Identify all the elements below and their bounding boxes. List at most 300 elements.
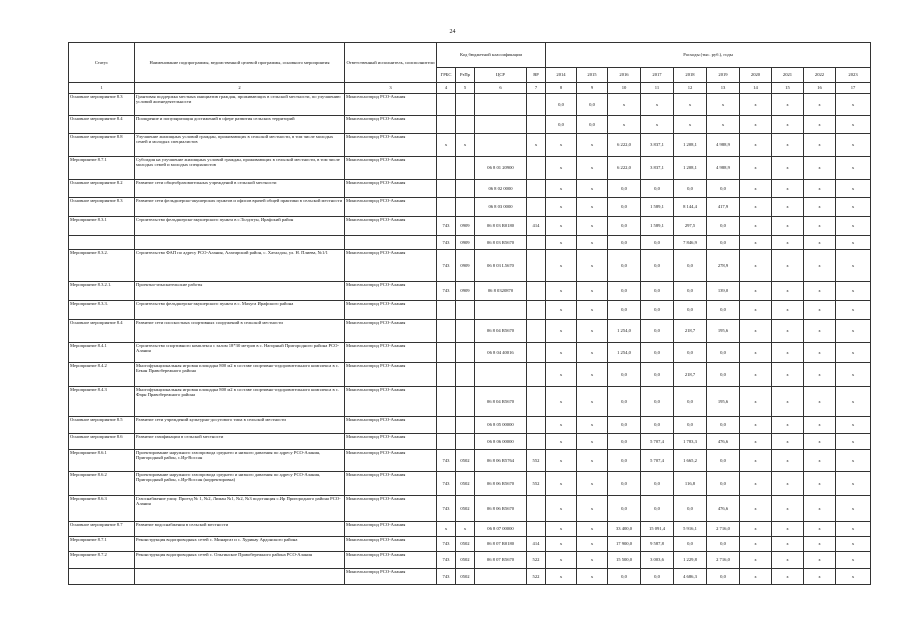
row-value: 1 208,1 xyxy=(674,134,707,157)
row-value: х xyxy=(740,198,772,217)
row-value: 0,0 xyxy=(641,301,674,320)
row-status: Основное мероприятие 8.7 xyxy=(69,522,135,537)
header-expenses: Расходы (тыс. руб.), годы xyxy=(546,43,871,68)
row-code-csr: 06 8 0320870 xyxy=(475,282,527,301)
row-code-csr: 06 8 07 R0180 xyxy=(475,537,527,552)
table-row xyxy=(69,134,871,157)
row-value: 0,0 xyxy=(707,180,740,198)
row-value: х xyxy=(804,301,836,320)
row-status: Мероприятие 8.3.3. xyxy=(69,301,135,320)
row-status: Основное мероприятие 8.2 xyxy=(69,180,135,198)
row-executor: Минсельхозпрод РСО-Алания xyxy=(345,301,437,320)
row-value: 0,0 xyxy=(707,217,740,236)
row-executor: Минсельхозпрод РСО-Алания xyxy=(345,450,437,472)
row-value: х xyxy=(804,434,836,450)
row-value: 3 003,6 xyxy=(641,552,674,569)
row-value: х xyxy=(608,94,641,116)
row-value: х xyxy=(577,236,608,250)
row-name xyxy=(135,569,345,585)
row-value: х xyxy=(740,116,772,134)
row-code-grbs xyxy=(437,387,456,417)
row-value: х xyxy=(772,250,804,282)
row-code-vr xyxy=(527,198,546,217)
row-value: х xyxy=(836,387,871,417)
row-value: 0,0 xyxy=(608,217,641,236)
header-year: 2017 xyxy=(641,68,674,83)
row-status: Основное мероприятие 8.6 xyxy=(69,434,135,450)
row-code-vr: 414 xyxy=(527,217,546,236)
row-value: 0,0 xyxy=(577,94,608,116)
row-value: х xyxy=(641,94,674,116)
row-value: 0,0 xyxy=(608,282,641,301)
row-value: х xyxy=(804,569,836,585)
column-index: 6 xyxy=(475,83,527,94)
row-value: х xyxy=(804,134,836,157)
row-value: 0,0 xyxy=(641,236,674,250)
row-code-rzpr xyxy=(456,157,475,180)
row-value: х xyxy=(608,116,641,134)
page-number: 24 xyxy=(449,29,456,35)
row-value: 0,0 xyxy=(674,301,707,320)
row-name: Строительство фельдшерско-акушерского пункта в с. Махуга Ирафского района xyxy=(135,301,345,320)
row-value: 0,0 xyxy=(641,569,674,585)
table-row xyxy=(69,198,871,217)
table-row xyxy=(69,552,871,569)
row-value: х xyxy=(836,569,871,585)
row-status: Мероприятие 8.6.2 xyxy=(69,472,135,496)
row-code-vr xyxy=(527,282,546,301)
header-code-col: РзПр xyxy=(456,68,475,83)
row-value: х xyxy=(836,522,871,537)
row-value: х xyxy=(804,198,836,217)
row-code-rzpr: 0909 xyxy=(456,282,475,301)
row-code-csr: 06 8 07 R5670 xyxy=(475,552,527,569)
row-code-rzpr xyxy=(456,363,475,387)
table-row xyxy=(69,496,871,522)
row-value: 0,0 xyxy=(608,417,641,434)
row-value: х xyxy=(772,522,804,537)
row-code-rzpr: 0502 xyxy=(456,552,475,569)
row-name: Проектирование наружного газопровода среднего и низкого давления по адресу РСО-Алания, Пригородный район, с.Ир-Воссан xyxy=(135,450,345,472)
table-row xyxy=(69,363,871,387)
row-value: х xyxy=(836,217,871,236)
row-status: Мероприятие 8.6.1 xyxy=(69,450,135,472)
row-name: Развитие сети учреждений культурно-досугового типа в сельской местности xyxy=(135,417,345,434)
row-code-csr xyxy=(475,134,527,157)
row-value: х xyxy=(772,116,804,134)
row-code-grbs: х xyxy=(437,522,456,537)
row-value: х xyxy=(836,363,871,387)
row-value: 5 707,4 xyxy=(641,434,674,450)
column-index: 8 xyxy=(546,83,577,94)
row-value: 15 091,4 xyxy=(641,522,674,537)
row-code-grbs xyxy=(437,94,456,116)
row-value: х xyxy=(804,522,836,537)
row-value: х xyxy=(546,537,577,552)
row-code-grbs xyxy=(437,116,456,134)
row-value: х xyxy=(546,552,577,569)
column-index: 7 xyxy=(527,83,546,94)
row-name: Поощрение и популяризация достижений в сфере развития сельских территорий xyxy=(135,116,345,134)
row-code-grbs: 743 xyxy=(437,217,456,236)
row-value: х xyxy=(577,569,608,585)
row-code-vr xyxy=(527,180,546,198)
row-value: 0,0 xyxy=(674,417,707,434)
row-status: Мероприятие 8.7.1 xyxy=(69,157,135,180)
header-executor: Ответственный исполнитель, соисполнители xyxy=(345,43,437,83)
row-value: х xyxy=(804,250,836,282)
row-code-vr xyxy=(527,320,546,343)
row-status: Мероприятие 8.3.2. xyxy=(69,250,135,282)
row-code-grbs xyxy=(437,363,456,387)
header-code-col: ВР xyxy=(527,68,546,83)
row-code-grbs xyxy=(437,301,456,320)
row-name: Развитие водоснабжения в сельской местности xyxy=(135,522,345,537)
row-value: х xyxy=(836,343,871,363)
row-value: 1 229,8 xyxy=(674,552,707,569)
row-value: х xyxy=(740,363,772,387)
row-value: х xyxy=(546,282,577,301)
row-executor: Минсельхозпрод РСО-Алания xyxy=(345,522,437,537)
row-value: х xyxy=(740,387,772,417)
row-code-csr xyxy=(475,94,527,116)
row-value: х xyxy=(577,157,608,180)
row-value: х xyxy=(546,180,577,198)
table-row xyxy=(69,94,871,116)
row-value: 0,0 xyxy=(707,343,740,363)
row-status: Основное мероприятие 8.4 xyxy=(69,116,135,134)
row-value: 1 254,0 xyxy=(608,343,641,363)
row-value: 5 916,1 xyxy=(674,522,707,537)
row-value: х xyxy=(804,94,836,116)
row-name: Проектирование наружного газопровода среднего и низкого давления по адресу РСО-Алания, Пригородный район, с.Ир-Воссан (корректировка) xyxy=(135,472,345,496)
row-value: х xyxy=(577,496,608,522)
row-code-csr: 06 8 05 00000 xyxy=(475,417,527,434)
row-value: 0,0 xyxy=(641,417,674,434)
row-value: х xyxy=(577,217,608,236)
row-value: х xyxy=(546,301,577,320)
row-value: х xyxy=(577,434,608,450)
row-value: 0,0 xyxy=(608,363,641,387)
row-value: х xyxy=(836,116,871,134)
row-value: 0,0 xyxy=(641,180,674,198)
row-code-rzpr xyxy=(456,343,475,363)
row-value: х xyxy=(772,450,804,472)
row-code-csr xyxy=(475,116,527,134)
row-executor: Минсельхозпрод РСО-Алания xyxy=(345,94,437,116)
row-value: х xyxy=(836,180,871,198)
row-value: х xyxy=(577,387,608,417)
row-code-vr xyxy=(527,236,546,250)
row-value: х xyxy=(740,343,772,363)
row-code-csr: 06 8 04 R5670 xyxy=(475,387,527,417)
row-value: х xyxy=(772,552,804,569)
table-row xyxy=(69,217,871,236)
row-code-vr xyxy=(527,522,546,537)
row-value: х xyxy=(546,250,577,282)
column-index: 2 xyxy=(135,83,345,94)
row-name: Развитие сети общеобразовательных учреждений в сельской местности xyxy=(135,180,345,198)
row-value: х xyxy=(836,198,871,217)
row-executor xyxy=(345,236,437,250)
row-value: х xyxy=(772,417,804,434)
row-value: х xyxy=(772,282,804,301)
row-value: х xyxy=(577,343,608,363)
row-name: Многофункциональная игровая площадка 800 м2 в составе спортивно-оздоровительного комплекса в с. Фарн Правобережного района xyxy=(135,387,345,417)
row-value: х xyxy=(740,522,772,537)
row-value: 0,0 xyxy=(608,434,641,450)
row-value: 15 500,0 xyxy=(608,552,641,569)
row-code-grbs xyxy=(437,180,456,198)
row-executor: Минсельхозпрод РСО-Алания xyxy=(345,180,437,198)
row-executor: Минсельхозпрод РСО-Алания xyxy=(345,569,437,585)
row-value: 0,0 xyxy=(641,320,674,343)
row-value: х xyxy=(804,496,836,522)
row-status xyxy=(69,569,135,585)
row-code-vr xyxy=(527,301,546,320)
row-code-rzpr xyxy=(456,417,475,434)
row-value: х xyxy=(836,320,871,343)
row-status: Основное мероприятие 8.8 xyxy=(69,134,135,157)
row-value: х xyxy=(772,217,804,236)
row-name: Газоснабжение улиц: Проезд № 1, №2, Лиман №1, №2, №3 подстанция с.Ир Пригородного района РСО-Алания xyxy=(135,496,345,522)
row-value: х xyxy=(740,496,772,522)
row-code-grbs xyxy=(437,157,456,180)
column-index: 1 xyxy=(69,83,135,94)
header-year: 2018 xyxy=(674,68,707,83)
row-value: х xyxy=(740,180,772,198)
row-value: 0,0 xyxy=(608,301,641,320)
row-value: 8 144,4 xyxy=(674,198,707,217)
row-name: Реконструкция водопроводных сетей с. Минаргаз и с. Хурикау Ардонского района xyxy=(135,537,345,552)
header-year: 2016 xyxy=(608,68,641,83)
row-value: х xyxy=(836,236,871,250)
header-name: Наименование подпрограммы, ведомственной целевой программы, основного мероприятия xyxy=(135,43,345,83)
row-code-csr: 06 8 03 R5670 xyxy=(475,236,527,250)
row-value: 0,0 xyxy=(674,387,707,417)
header-year: 2021 xyxy=(772,68,804,83)
row-status: Мероприятие 8.7.1 xyxy=(69,537,135,552)
row-value: х xyxy=(740,94,772,116)
row-status: Основное мероприятие 8.3 xyxy=(69,198,135,217)
row-value: х xyxy=(740,134,772,157)
table-row xyxy=(69,250,871,282)
row-code-grbs xyxy=(437,198,456,217)
row-value: 7 846,9 xyxy=(674,236,707,250)
row-value: 218,7 xyxy=(674,363,707,387)
row-value: 0,0 xyxy=(608,472,641,496)
table-row xyxy=(69,301,871,320)
row-code-grbs: 743 xyxy=(437,236,456,250)
row-value: 33 400,0 xyxy=(608,522,641,537)
row-code-rzpr: 0502 xyxy=(456,537,475,552)
row-value: 0,0 xyxy=(707,236,740,250)
row-executor: Минсельхозпрод РСО-Алания xyxy=(345,552,437,569)
row-value: х xyxy=(740,157,772,180)
row-code-grbs xyxy=(437,320,456,343)
row-value: х xyxy=(546,522,577,537)
table-row xyxy=(69,472,871,496)
row-code-grbs: 743 xyxy=(437,537,456,552)
row-value: 0,0 xyxy=(674,250,707,282)
row-code-vr xyxy=(527,343,546,363)
row-executor: Минсельхозпрод РСО-Алания xyxy=(345,116,437,134)
row-executor: Минсельхозпрод РСО-Алания xyxy=(345,282,437,301)
row-value: 0,0 xyxy=(707,363,740,387)
row-code-csr: 06 8 06 R5670 xyxy=(475,496,527,522)
row-status: Мероприятие 8.4.3 xyxy=(69,387,135,417)
column-index: 3 xyxy=(345,83,437,94)
row-value: х xyxy=(772,569,804,585)
row-value: х xyxy=(836,417,871,434)
row-value: 4 686,3 xyxy=(674,569,707,585)
row-name: Субсидия на улучшение жилищных условий граждан, проживающих в сельской местности, в том числе молодых семей и молодых специалистов xyxy=(135,157,345,180)
row-value: 0,0 xyxy=(707,569,740,585)
row-value: х xyxy=(546,343,577,363)
table-row xyxy=(69,157,871,180)
row-value: 0,0 xyxy=(641,250,674,282)
row-value: х xyxy=(836,537,871,552)
row-value: х xyxy=(546,434,577,450)
row-value: х xyxy=(804,552,836,569)
row-code-csr: 06 8 03 L5670 xyxy=(475,250,527,282)
row-code-grbs: х xyxy=(437,134,456,157)
row-executor: Минсельхозпрод РСО-Алания xyxy=(345,496,437,522)
row-value: х xyxy=(772,363,804,387)
row-code-vr: 522 xyxy=(527,552,546,569)
row-value: 1 783,3 xyxy=(674,434,707,450)
row-name: Развитие сети фельдшерско-акушерских пунктов и офисов врачей общей практики в сельской местности xyxy=(135,198,345,217)
row-name: Развитие сети плоскостных спортивных сооружений в сельской местности xyxy=(135,320,345,343)
row-code-rzpr xyxy=(456,180,475,198)
row-value: 2 716,0 xyxy=(707,552,740,569)
row-value: х xyxy=(804,157,836,180)
row-code-vr xyxy=(527,434,546,450)
header-year: 2015 xyxy=(577,68,608,83)
row-value: 0,0 xyxy=(707,417,740,434)
row-name: Грантовая поддержка местных инициатив граждан, проживающих в сельской местности, по улучшению условий жизнедеятельности xyxy=(135,94,345,116)
row-code-grbs: 743 xyxy=(437,450,456,472)
row-value: 0,0 xyxy=(608,450,641,472)
row-value: х xyxy=(772,472,804,496)
row-code-csr: 06 8 06 R5764 xyxy=(475,450,527,472)
row-value: 195,6 xyxy=(707,387,740,417)
row-value: 0,0 xyxy=(641,343,674,363)
row-value: х xyxy=(546,496,577,522)
row-value: 0,0 xyxy=(641,363,674,387)
row-name: Многофункциональная игровая площадка 800 м2 в составе спортивно-оздоровительного комплекса в с. Бекан Правобережного района xyxy=(135,363,345,387)
row-executor: Минсельхозпрод РСО-Алания xyxy=(345,217,437,236)
row-executor: Минсельхозпрод РСО-Алания xyxy=(345,387,437,417)
row-code-vr: х xyxy=(527,134,546,157)
row-value: х xyxy=(577,301,608,320)
table-row xyxy=(69,537,871,552)
row-value: х xyxy=(546,134,577,157)
row-value: 0,0 xyxy=(707,301,740,320)
row-value: х xyxy=(836,250,871,282)
row-code-grbs: 743 xyxy=(437,496,456,522)
row-value: х xyxy=(577,537,608,552)
row-value: х xyxy=(804,116,836,134)
table-row xyxy=(69,236,871,250)
row-value: 0,0 xyxy=(641,472,674,496)
row-code-csr: 06 8 03 R0180 xyxy=(475,217,527,236)
row-value: х xyxy=(740,301,772,320)
row-value: 417,9 xyxy=(707,198,740,217)
row-code-vr: 552 xyxy=(527,450,546,472)
row-status: Мероприятие 8.4.2 xyxy=(69,363,135,387)
header-budget-code: Код бюджетной классификации xyxy=(437,43,546,68)
row-executor: Минсельхозпрод РСО-Алания xyxy=(345,134,437,157)
header-year: 2020 xyxy=(740,68,772,83)
row-value: 0,0 xyxy=(641,282,674,301)
row-code-grbs: 743 xyxy=(437,569,456,585)
row-value: х xyxy=(804,537,836,552)
row-value: х xyxy=(836,134,871,157)
row-code-grbs: 743 xyxy=(437,472,456,496)
row-value: х xyxy=(740,320,772,343)
row-value: х xyxy=(772,496,804,522)
row-value: 116,8 xyxy=(674,472,707,496)
row-value: х xyxy=(772,320,804,343)
row-code-vr xyxy=(527,250,546,282)
row-value: х xyxy=(772,387,804,417)
column-index: 14 xyxy=(740,83,772,94)
row-executor: Минсельхозпрод РСО-Алания xyxy=(345,157,437,180)
row-value: х xyxy=(577,417,608,434)
header-year: 2022 xyxy=(804,68,836,83)
row-value: х xyxy=(740,472,772,496)
row-value: 0,0 xyxy=(546,116,577,134)
row-value: х xyxy=(836,94,871,116)
row-value: х xyxy=(546,450,577,472)
row-executor: Минсельхозпрод РСО-Алания xyxy=(345,434,437,450)
row-code-csr: 06 8 01 20900 xyxy=(475,157,527,180)
row-value: 3 837,1 xyxy=(641,134,674,157)
row-code-rzpr xyxy=(456,434,475,450)
row-status: Мероприятие 8.7.2 xyxy=(69,552,135,569)
row-value: х xyxy=(577,320,608,343)
row-value: 0,0 xyxy=(577,116,608,134)
row-value: 0,0 xyxy=(608,496,641,522)
row-name: Улучшение жилищных условий граждан, проживающих в сельской местности, в том числе молодых семей и молодых специалистов xyxy=(135,134,345,157)
row-value: 0,0 xyxy=(707,472,740,496)
row-value: 1 254,0 xyxy=(608,320,641,343)
row-value: х xyxy=(740,250,772,282)
row-code-csr: 06 8 03 0000 xyxy=(475,198,527,217)
row-value: 0,0 xyxy=(608,236,641,250)
row-value: х xyxy=(641,116,674,134)
row-value: х xyxy=(577,250,608,282)
row-value: х xyxy=(804,363,836,387)
row-value: х xyxy=(836,301,871,320)
table-row xyxy=(69,387,871,417)
column-index: 5 xyxy=(456,83,475,94)
row-code-rzpr xyxy=(456,116,475,134)
row-status: Основное мероприятие 8.5 xyxy=(69,417,135,434)
column-index: 10 xyxy=(608,83,641,94)
row-code-rzpr: х xyxy=(456,522,475,537)
row-code-vr: 552 xyxy=(527,472,546,496)
row-status: Основное мероприятие 8.4 xyxy=(69,320,135,343)
row-code-vr xyxy=(527,157,546,180)
row-code-rzpr xyxy=(456,198,475,217)
row-value: х xyxy=(740,282,772,301)
row-value: х xyxy=(772,94,804,116)
row-status xyxy=(69,236,135,250)
row-value: х xyxy=(740,236,772,250)
row-value: х xyxy=(546,417,577,434)
